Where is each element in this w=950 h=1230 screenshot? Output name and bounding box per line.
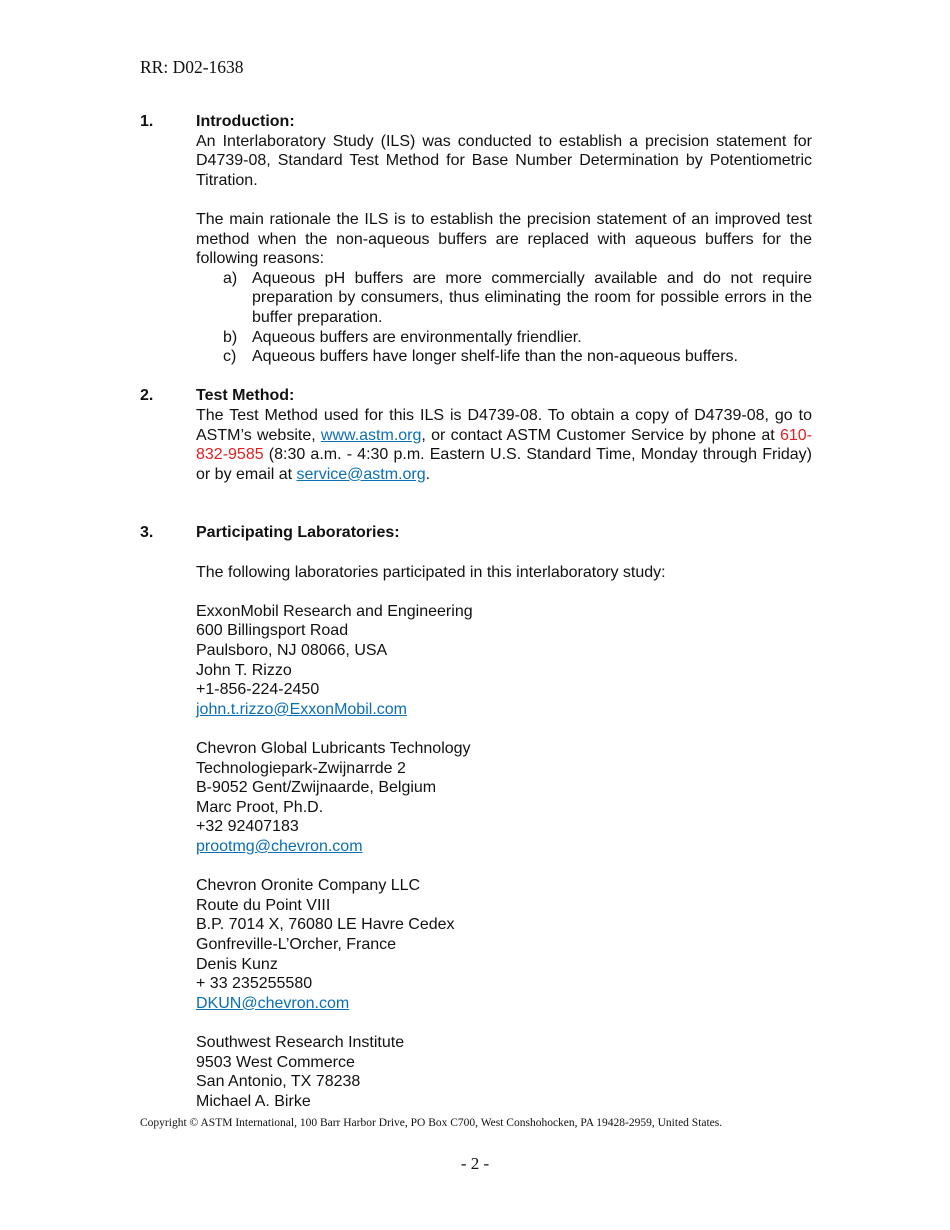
lab-email-link[interactable]: prootmg@chevron.com bbox=[196, 837, 363, 855]
lab-email-link[interactable]: DKUN@chevron.com bbox=[196, 994, 350, 1012]
lab-address-line: 9503 West Commerce bbox=[196, 1053, 355, 1071]
text-segment: (8:30 a.m. - 4:30 p.m. Eastern U.S. Standard Time, Monday through Friday) or by email at bbox=[196, 446, 812, 483]
lab-phone: +32 92407183 bbox=[196, 818, 299, 836]
customer-service-phone: 610-832-9585 bbox=[196, 426, 812, 464]
lab-phone: +1-856-224-2450 bbox=[196, 681, 320, 699]
lab-address-line: San Antonio, TX 78238 bbox=[196, 1073, 361, 1091]
lab-address-line: Technologiepark-Zwijnarrde 2 bbox=[196, 759, 406, 777]
lab-contact-name: Denis Kunz bbox=[196, 955, 278, 973]
lab-address-line: Paulsboro, NJ 08066, USA bbox=[196, 642, 388, 660]
document-body bbox=[140, 112, 812, 1111]
lab-contact-name: Marc Proot, Ph.D. bbox=[196, 798, 324, 816]
service-email-link[interactable]: service@astm.org bbox=[296, 465, 426, 483]
copyright-footer: Copyright © ASTM International, 100 Barr Harbor Drive, PO Box C700, West Conshohocken, PA 19428-2959, United States. bbox=[140, 1117, 723, 1129]
list-item-label: a) bbox=[223, 269, 238, 287]
lab-address-block bbox=[196, 602, 812, 720]
astm-website-link[interactable]: www.astm.org bbox=[320, 426, 422, 444]
section-title: Participating Laboratories: bbox=[196, 524, 400, 542]
lab-address-line: 600 Billingsport Road bbox=[196, 622, 349, 640]
text-segment: , or contact ASTM Customer Service by phone at bbox=[421, 426, 780, 444]
labs-intro: The following laboratories participated in this interlaboratory study: bbox=[196, 563, 666, 581]
lab-contact-name: Michael A. Birke bbox=[196, 1092, 311, 1110]
text-segment: The Test Method used for this ILS is D4739-08. To obtain a copy of D4739-08, go to ASTM’s website, bbox=[196, 406, 812, 444]
intro-paragraph-2: The main rationale the ILS is to establish the precision statement of an improved test method when the non-aqueous buffers are replaced with aqueous buffers for the following reasons: bbox=[196, 210, 812, 268]
lab-email-link[interactable]: john.t.rizzo@ExxonMobil.com bbox=[196, 700, 407, 718]
lab-name: Southwest Research Institute bbox=[196, 1033, 405, 1051]
list-item bbox=[196, 269, 812, 328]
list-item-text: Aqueous buffers have longer shelf-life than the non-aqueous buffers. bbox=[252, 348, 738, 366]
section-number: 3. bbox=[140, 524, 154, 542]
section-number: 1. bbox=[140, 113, 154, 130]
lab-address-block bbox=[196, 1033, 812, 1111]
lab-contact-name: John T. Rizzo bbox=[196, 661, 292, 679]
section-title: Introduction: bbox=[196, 113, 295, 130]
section-participating-laboratories bbox=[140, 523, 812, 1111]
intro-paragraph-1: An Interlaboratory Study (ILS) was conducted to establish a precision statement for D4739-08, Standard Test Method for Base Number Determination by Potentiometric Titration. bbox=[196, 132, 812, 189]
lab-name: ExxonMobil Research and Engineering bbox=[196, 602, 473, 620]
list-item-text: Aqueous pH buffers are more commercially available and do not require preparation by consumers, thus eliminating the room for possible errors in the buffer preparation. bbox=[252, 269, 812, 326]
list-item-label: c) bbox=[223, 348, 237, 366]
section-title: Test Method: bbox=[196, 387, 295, 405]
lab-address-block bbox=[196, 876, 812, 1013]
page-number: - 2 - bbox=[460, 1154, 490, 1173]
lab-phone: + 33 235255580 bbox=[196, 975, 313, 993]
section-number: 2. bbox=[140, 387, 154, 405]
lab-name: Chevron Oronite Company LLC bbox=[196, 877, 421, 895]
list-item bbox=[196, 347, 812, 367]
section-introduction bbox=[140, 112, 812, 269]
list-item-text: Aqueous buffers are environmentally friendlier. bbox=[252, 328, 582, 346]
text-segment: . bbox=[425, 465, 431, 483]
test-method-paragraph bbox=[196, 406, 812, 484]
list-item-label: b) bbox=[223, 328, 238, 346]
section-test-method bbox=[140, 386, 812, 484]
report-id-header: RR: D02-1638 bbox=[140, 57, 244, 77]
lab-address-line: Gonfreville-L’Orcher, France bbox=[196, 935, 397, 953]
lab-address-line: B.P. 7014 X, 76080 LE Havre Cedex bbox=[196, 916, 455, 934]
list-item bbox=[196, 328, 812, 348]
lab-address-line: B-9052 Gent/Zwijnaarde, Belgium bbox=[196, 779, 437, 797]
reasons-list bbox=[140, 269, 812, 367]
lab-address-block bbox=[196, 739, 812, 857]
lab-name: Chevron Global Lubricants Technology bbox=[196, 740, 471, 757]
lab-address-line: Route du Point VIII bbox=[196, 896, 331, 914]
